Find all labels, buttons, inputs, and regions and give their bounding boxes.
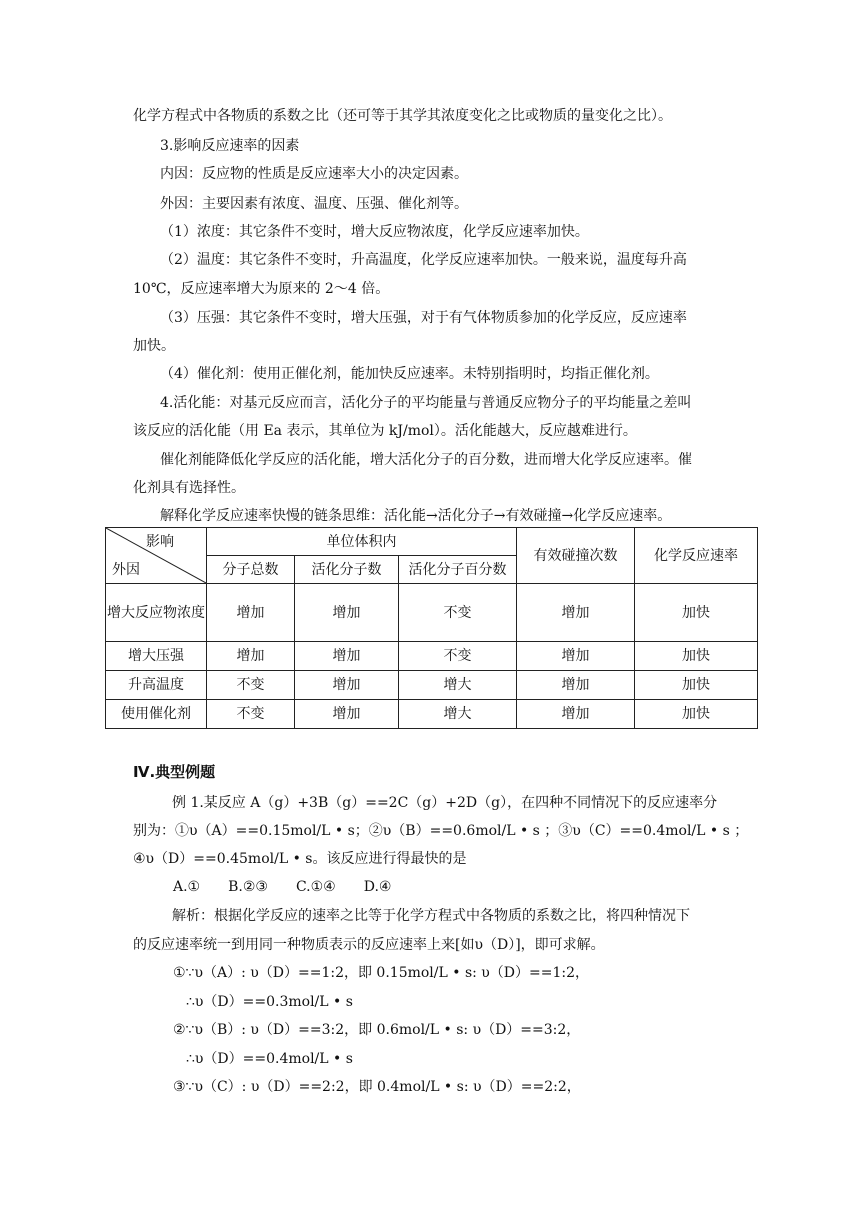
row-factor: 增大压强 bbox=[106, 642, 207, 671]
corner-label-factor: 外因 bbox=[112, 562, 140, 578]
example-question-line: 例 1.某反应 A（g）+3B（g）==2C（g）+2D（g），在四种不同情况下的反应速率分 bbox=[172, 795, 718, 811]
solution-line: 解析：根据化学反应的速率之比等于化学方程式中各物质的系数之比，将四种情况下 bbox=[172, 908, 690, 924]
paragraph-line: （4）催化剂：使用正催化剂，能加快反应速率。未特别指明时，均指正催化剂。 bbox=[160, 366, 659, 382]
table-cell: 增加 bbox=[517, 700, 635, 729]
section-heading-examples: Ⅳ.典型例题 bbox=[133, 763, 216, 781]
paragraph-line: 该反应的活化能（用 Ea 表示，其单位为 kJ/mol）。活化能越大，反应越难进行。 bbox=[133, 423, 637, 439]
table-cell: 增大 bbox=[399, 671, 517, 700]
factors-table bbox=[105, 527, 758, 729]
paragraph-line: 加快。 bbox=[133, 338, 175, 354]
paragraph-line: 解释化学反应速率快慢的链条思维：活化能→活化分子→有效碰撞→化学反应速率。 bbox=[160, 508, 672, 524]
table-cell: 增加 bbox=[207, 584, 295, 642]
subheader-activated-molecules: 活化分子数 bbox=[295, 556, 399, 584]
paragraph-line: 10℃，反应速率增大为原来的 2～4 倍。 bbox=[133, 281, 390, 297]
table-cell: 增加 bbox=[295, 671, 399, 700]
paragraph-line: 4.活化能：对基元反应而言，活化分子的平均能量与普通反应物分子的平均能量之差叫 bbox=[160, 395, 692, 411]
table-cell: 不变 bbox=[399, 642, 517, 671]
table-cell: 增加 bbox=[295, 642, 399, 671]
row-factor: 使用催化剂 bbox=[106, 700, 207, 729]
example-question-line: 别为：①υ（A）==0.15mol/L • s；②υ（B）==0.6mol/L • s ；③υ（C）==0.4mol/L • s ； bbox=[133, 823, 749, 839]
table-cell: 增加 bbox=[517, 584, 635, 642]
table-cell: 增大 bbox=[399, 700, 517, 729]
solution-line: 的反应速率统一到用同一种物质表示的反应速率上来[如υ（D）]，即可求解。 bbox=[133, 937, 605, 953]
table-cell: 增加 bbox=[517, 671, 635, 700]
section-title-factors: 3.影响反应速率的因素 bbox=[160, 138, 300, 154]
table-cell: 不变 bbox=[207, 700, 295, 729]
table-cell: 加快 bbox=[635, 700, 758, 729]
row-factor: 升高温度 bbox=[106, 671, 207, 700]
paragraph-line: （1）浓度：其它条件不变时，增大反应物浓度，化学反应速率加快。 bbox=[160, 224, 589, 240]
table-cell: 增加 bbox=[295, 584, 399, 642]
table-cell: 增加 bbox=[517, 642, 635, 671]
example-question-line: ④υ（D）==0.45mol/L • s。该反应进行得最快的是 bbox=[133, 851, 467, 867]
subheader-total-molecules: 分子总数 bbox=[207, 556, 295, 584]
table-cell: 加快 bbox=[635, 671, 758, 700]
corner-label-effect: 影响 bbox=[146, 534, 174, 550]
table-row bbox=[106, 642, 758, 671]
header-reaction-rate: 化学反应速率 bbox=[635, 528, 758, 584]
solution-step: ②∵υ（B）: υ（D）==3:2，即 0.6mol/L • s: υ（D）==3:2， bbox=[173, 1022, 581, 1038]
paragraph-line: 化学方程式中各物质的系数之比（还可等于其学其浓度变化之比或物质的量变化之比）。 bbox=[133, 108, 672, 124]
solution-step: ①∵υ（A）: υ（D）==1:2，即 0.15mol/L • s: υ（D）==1:2， bbox=[173, 965, 590, 981]
answer-options: A.① B.②③ C.①④ D.④ bbox=[173, 879, 392, 895]
header-per-unit-volume: 单位体积内 bbox=[207, 528, 517, 556]
table-cell: 增加 bbox=[295, 700, 399, 729]
paragraph-line: 化剂具有选择性。 bbox=[133, 480, 245, 496]
table-cell: 不变 bbox=[207, 671, 295, 700]
table-cell: 加快 bbox=[635, 642, 758, 671]
paragraph-line: 内因：反应物的性质是反应速率大小的决定因素。 bbox=[160, 166, 468, 182]
table-row bbox=[106, 671, 758, 700]
table-cell: 不变 bbox=[399, 584, 517, 642]
paragraph-line: 催化剂能降低化学反应的活化能，增大活化分子的百分数，进而增大化学反应速率。催 bbox=[160, 452, 692, 468]
subheader-activated-percent: 活化分子百分数 bbox=[399, 556, 517, 584]
table-row bbox=[106, 700, 758, 729]
solution-step: ∴υ（D）==0.3mol/L • s bbox=[186, 994, 353, 1010]
table-corner-cell bbox=[106, 528, 207, 584]
paragraph-line: （2）温度：其它条件不变时，升高温度，化学反应速率加快。一般来说，温度每升高 bbox=[160, 252, 687, 268]
header-effective-collisions: 有效碰撞次数 bbox=[517, 528, 635, 584]
solution-step: ∴υ（D）==0.4mol/L • s bbox=[186, 1051, 353, 1067]
solution-step: ③∵υ（C）: υ（D）==2:2，即 0.4mol/L • s: υ（D）==2:2， bbox=[173, 1079, 581, 1095]
row-factor: 增大反应物浓度 bbox=[106, 584, 207, 642]
table-cell: 加快 bbox=[635, 584, 758, 642]
paragraph-line: 外因：主要因素有浓度、温度、压强、催化剂等。 bbox=[160, 196, 468, 212]
paragraph-line: （3）压强：其它条件不变时，增大压强，对于有气体物质参加的化学反应，反应速率 bbox=[160, 310, 687, 326]
table-row bbox=[106, 584, 758, 642]
table-cell: 增加 bbox=[207, 642, 295, 671]
